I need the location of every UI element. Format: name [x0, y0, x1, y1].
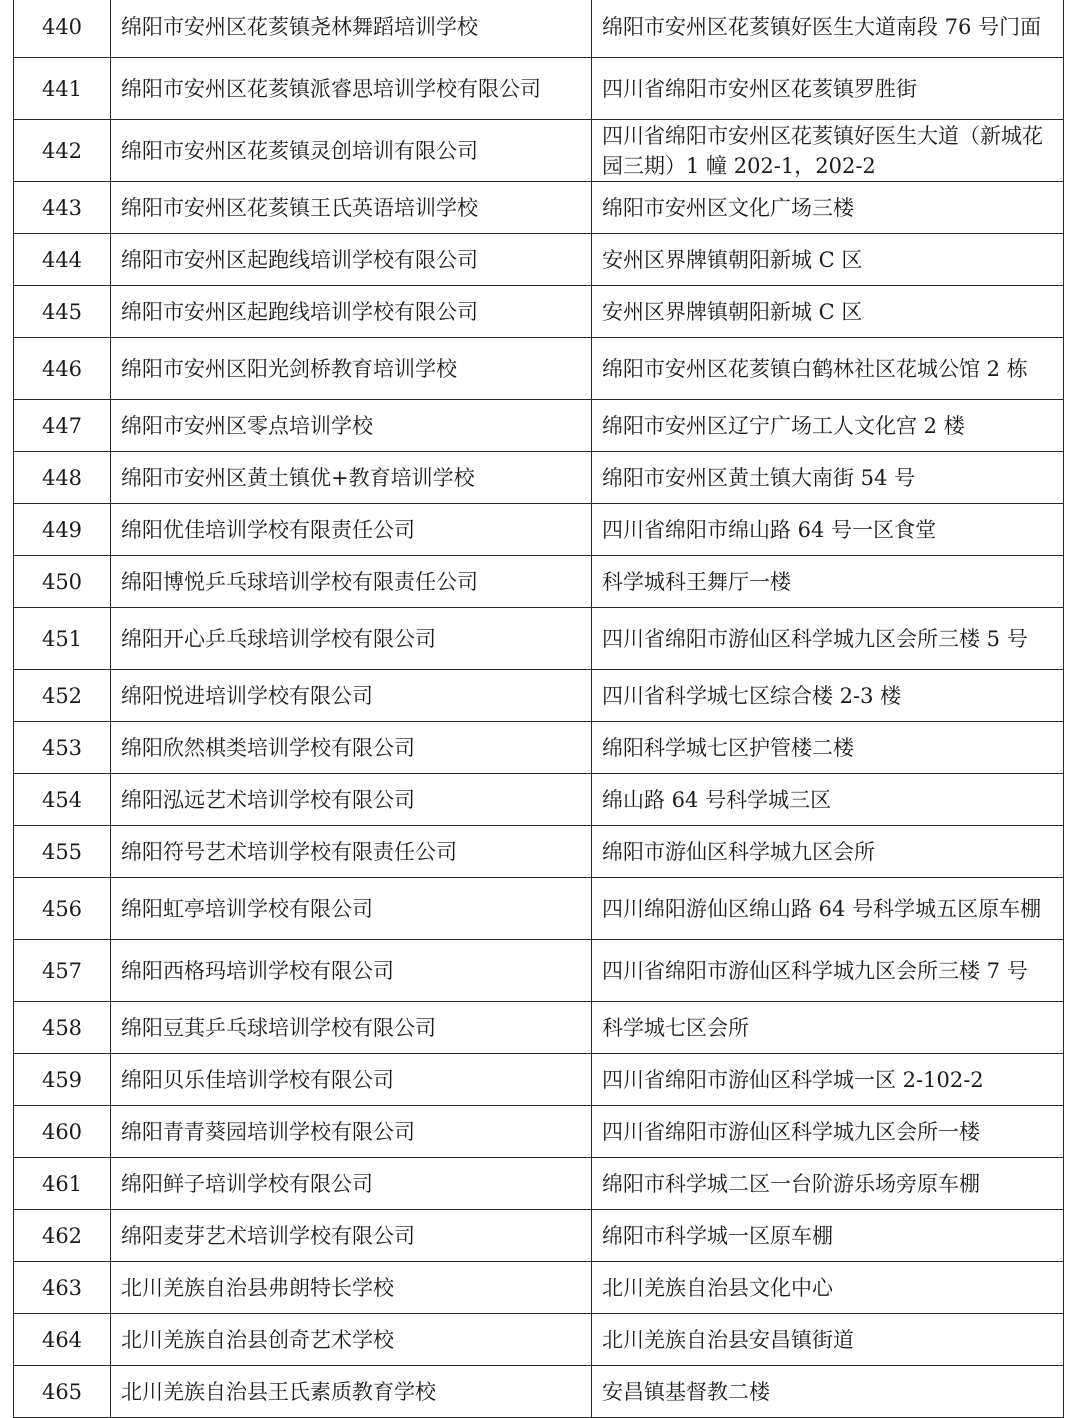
table-row [14, 1158, 1064, 1210]
row-number: 459 [14, 1054, 111, 1106]
table-row [14, 452, 1064, 504]
school-name: 绵阳开心乒乓球培训学校有限公司 [111, 608, 592, 670]
table-row [14, 670, 1064, 722]
school-address: 绵阳市安州区文化广场三楼 [592, 182, 1064, 234]
table-row [14, 774, 1064, 826]
school-address: 绵阳市科学城二区一台阶游乐场旁原车棚 [592, 1158, 1064, 1210]
row-number: 441 [14, 58, 111, 120]
school-address: 北川羌族自治县安昌镇街道 [592, 1314, 1064, 1366]
school-address: 科学城科王舞厅一楼 [592, 556, 1064, 608]
school-address: 四川省绵阳市游仙区科学城九区会所三楼 5 号 [592, 608, 1064, 670]
school-name: 绵阳市安州区花荄镇王氏英语培训学校 [111, 182, 592, 234]
school-address: 安昌镇基督教二楼 [592, 1366, 1064, 1418]
school-name: 绵阳市安州区花荄镇灵创培训有限公司 [111, 120, 592, 182]
school-name: 绵阳悦进培训学校有限公司 [111, 670, 592, 722]
school-name: 绵阳优佳培训学校有限责任公司 [111, 504, 592, 556]
school-address: 绵阳市游仙区科学城九区会所 [592, 826, 1064, 878]
table-row [14, 1054, 1064, 1106]
school-name: 绵阳鲜子培训学校有限公司 [111, 1158, 592, 1210]
row-number: 440 [14, 0, 111, 58]
table-row [14, 878, 1064, 940]
table-row [14, 826, 1064, 878]
table-row [14, 1106, 1064, 1158]
school-address: 四川省绵阳市游仙区科学城九区会所三楼 7 号 [592, 940, 1064, 1002]
row-number: 463 [14, 1262, 111, 1314]
school-address: 北川羌族自治县文化中心 [592, 1262, 1064, 1314]
row-number: 447 [14, 400, 111, 452]
school-name: 北川羌族自治县弗朗特长学校 [111, 1262, 592, 1314]
school-name: 绵阳市安州区阳光剑桥教育培训学校 [111, 338, 592, 400]
row-number: 455 [14, 826, 111, 878]
row-number: 452 [14, 670, 111, 722]
table-row [14, 1314, 1064, 1366]
school-name: 绵阳市安州区花荄镇派睿思培训学校有限公司 [111, 58, 592, 120]
table-row [14, 722, 1064, 774]
row-number: 442 [14, 120, 111, 182]
table-row [14, 504, 1064, 556]
school-name: 绵阳虹亭培训学校有限公司 [111, 878, 592, 940]
school-address: 四川绵阳游仙区绵山路 64 号科学城五区原车棚 [592, 878, 1064, 940]
row-number: 465 [14, 1366, 111, 1418]
school-name: 绵阳贝乐佳培训学校有限公司 [111, 1054, 592, 1106]
row-number: 464 [14, 1314, 111, 1366]
row-number: 449 [14, 504, 111, 556]
row-number: 458 [14, 1002, 111, 1054]
row-number: 454 [14, 774, 111, 826]
row-number: 453 [14, 722, 111, 774]
row-number: 445 [14, 286, 111, 338]
table-row [14, 338, 1064, 400]
table-row [14, 286, 1064, 338]
row-number: 451 [14, 608, 111, 670]
school-name: 绵阳泓远艺术培训学校有限公司 [111, 774, 592, 826]
table-row [14, 556, 1064, 608]
school-name: 绵阳博悦乒乓球培训学校有限责任公司 [111, 556, 592, 608]
row-number: 444 [14, 234, 111, 286]
school-name: 绵阳麦芽艺术培训学校有限公司 [111, 1210, 592, 1262]
school-address: 绵阳市安州区花荄镇好医生大道南段 76 号门面 [592, 0, 1064, 58]
school-address: 四川省绵阳市安州区花荄镇罗胜街 [592, 58, 1064, 120]
row-number: 446 [14, 338, 111, 400]
table-row [14, 400, 1064, 452]
row-number: 457 [14, 940, 111, 1002]
school-name: 绵阳市安州区零点培训学校 [111, 400, 592, 452]
school-address: 绵阳市安州区辽宁广场工人文化宫 2 楼 [592, 400, 1064, 452]
school-name: 绵阳符号艺术培训学校有限责任公司 [111, 826, 592, 878]
school-address: 四川省绵阳市游仙区科学城九区会所一楼 [592, 1106, 1064, 1158]
table-row [14, 120, 1064, 182]
school-name: 绵阳西格玛培训学校有限公司 [111, 940, 592, 1002]
row-number: 462 [14, 1210, 111, 1262]
school-name: 北川羌族自治县创奇艺术学校 [111, 1314, 592, 1366]
school-address: 绵山路 64 号科学城三区 [592, 774, 1064, 826]
school-name: 绵阳欣然棋类培训学校有限公司 [111, 722, 592, 774]
table-row [14, 1366, 1064, 1418]
school-name: 绵阳市安州区黄土镇优+教育培训学校 [111, 452, 592, 504]
school-name: 绵阳豆萁乒乓球培训学校有限公司 [111, 1002, 592, 1054]
school-name: 北川羌族自治县王氏素质教育学校 [111, 1366, 592, 1418]
school-address: 四川省绵阳市安州区花荄镇好医生大道（新城花园三期）1 幢 202-1，202-2 [592, 120, 1064, 182]
school-name: 绵阳青青葵园培训学校有限公司 [111, 1106, 592, 1158]
school-name: 绵阳市安州区花荄镇尧林舞蹈培训学校 [111, 0, 592, 58]
school-address: 四川省绵阳市游仙区科学城一区 2-102-2 [592, 1054, 1064, 1106]
row-number: 448 [14, 452, 111, 504]
table-row [14, 58, 1064, 120]
row-number: 456 [14, 878, 111, 940]
school-address: 四川省科学城七区综合楼 2-3 楼 [592, 670, 1064, 722]
table-row [14, 1262, 1064, 1314]
school-list-table [13, 0, 1064, 1418]
table-row [14, 608, 1064, 670]
table-body [14, 0, 1064, 1418]
school-name: 绵阳市安州区起跑线培训学校有限公司 [111, 234, 592, 286]
table-row [14, 0, 1064, 58]
row-number: 460 [14, 1106, 111, 1158]
school-address: 绵阳市安州区花荄镇白鹤林社区花城公馆 2 栋 [592, 338, 1064, 400]
row-number: 443 [14, 182, 111, 234]
table-row [14, 940, 1064, 1002]
table-row [14, 1210, 1064, 1262]
school-address: 科学城七区会所 [592, 1002, 1064, 1054]
school-address: 安州区界牌镇朝阳新城 C 区 [592, 286, 1064, 338]
table-row [14, 182, 1064, 234]
school-address: 绵阳市安州区黄土镇大南街 54 号 [592, 452, 1064, 504]
school-address: 四川省绵阳市绵山路 64 号一区食堂 [592, 504, 1064, 556]
school-address: 绵阳科学城七区护管楼二楼 [592, 722, 1064, 774]
table-row [14, 234, 1064, 286]
row-number: 461 [14, 1158, 111, 1210]
school-address: 绵阳市科学城一区原车棚 [592, 1210, 1064, 1262]
table-row [14, 1002, 1064, 1054]
school-name: 绵阳市安州区起跑线培训学校有限公司 [111, 286, 592, 338]
school-address: 安州区界牌镇朝阳新城 C 区 [592, 234, 1064, 286]
row-number: 450 [14, 556, 111, 608]
